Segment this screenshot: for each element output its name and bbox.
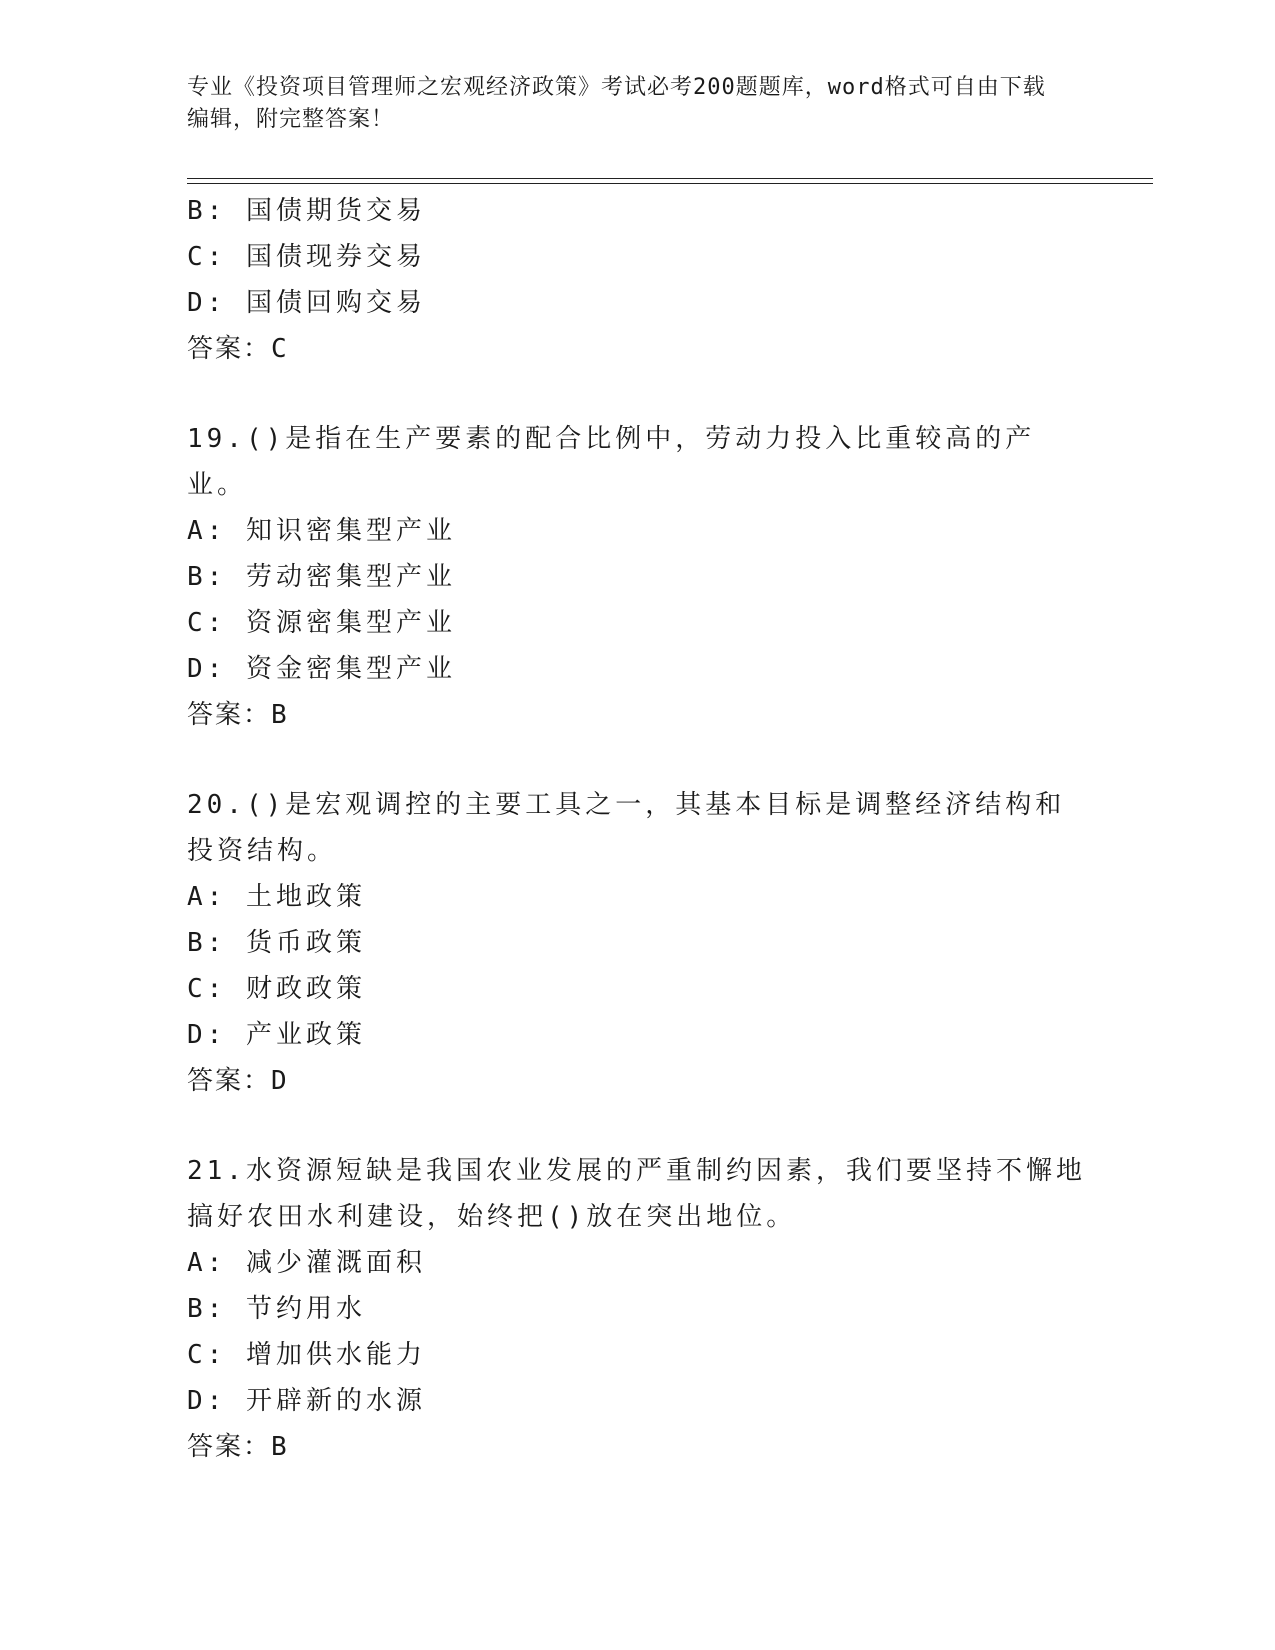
question-block-20 <box>187 782 1087 1104</box>
question-list <box>187 188 1087 1470</box>
answer-label: 答案：D <box>187 1066 289 1096</box>
option-d: D: 国债回购交易 <box>187 288 426 318</box>
option-c: C: 资源密集型产业 <box>187 608 456 638</box>
question-block-partial <box>187 188 1087 372</box>
option-a: A: 知识密集型产业 <box>187 516 456 546</box>
answer-label: 答案：C <box>187 334 289 364</box>
option-a: A: 减少灌溉面积 <box>187 1248 426 1278</box>
spacer <box>187 738 1087 782</box>
spacer <box>187 1104 1087 1148</box>
option-c: C: 财政政策 <box>187 974 366 1004</box>
option-d: D: 产业政策 <box>187 1020 366 1050</box>
spacer <box>187 372 1087 416</box>
option-b: B: 货币政策 <box>187 928 366 958</box>
question-block-19 <box>187 416 1087 738</box>
option-c: C: 增加供水能力 <box>187 1340 426 1370</box>
header-divider-bottom <box>187 183 1153 184</box>
document-header: 专业《投资项目管理师之宏观经济政策》考试必考200题题库，word格式可自由下载编辑，附完整答案！ <box>187 75 1046 132</box>
option-a: A: 土地政策 <box>187 882 366 912</box>
option-d: D: 资金密集型产业 <box>187 654 456 684</box>
question-block-21 <box>187 1148 1087 1470</box>
header-divider-top <box>187 178 1153 179</box>
question-text: 20.()是宏观调控的主要工具之一，其基本目标是调整经济结构和投资结构。 <box>187 790 1066 866</box>
option-c: C: 国债现券交易 <box>187 242 426 272</box>
option-d: D: 开辟新的水源 <box>187 1386 426 1416</box>
answer-label: 答案：B <box>187 1432 289 1462</box>
option-b: B: 国债期货交易 <box>187 196 426 226</box>
option-b: B: 劳动密集型产业 <box>187 562 456 592</box>
option-b: B: 节约用水 <box>187 1294 366 1324</box>
question-text: 19.()是指在生产要素的配合比例中，劳动力投入比重较高的产业。 <box>187 424 1036 500</box>
question-text: 21.水资源短缺是我国农业发展的严重制约因素，我们要坚持不懈地搞好农田水利建设，始终把()放在突出地位。 <box>187 1156 1086 1232</box>
answer-label: 答案：B <box>187 700 289 730</box>
